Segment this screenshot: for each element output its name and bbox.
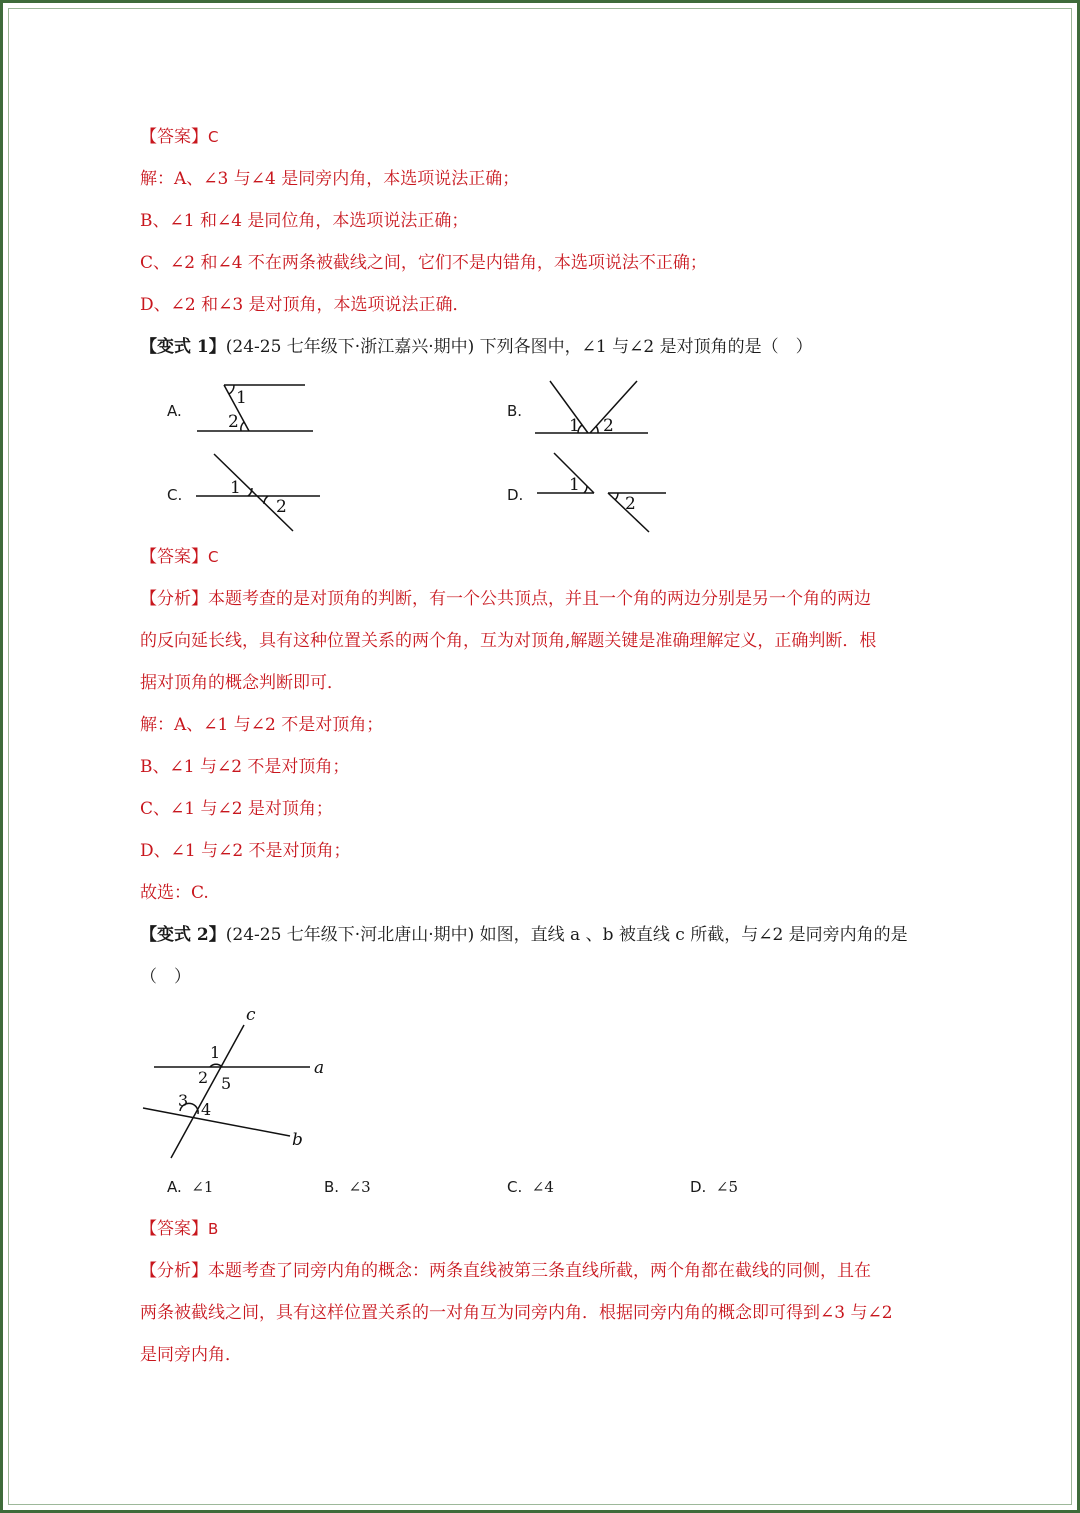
question-paren: （ ） (140, 967, 191, 987)
option-value: ∠4 (531, 1178, 554, 1196)
line (214, 454, 293, 531)
question-source: (24-25 七年级下·浙江嘉兴·期中) (225, 337, 475, 357)
question-source: (24-25 七年级下·河北唐山·期中) (225, 925, 475, 945)
option-value: ∠5 (715, 1178, 738, 1196)
answer-line (140, 125, 218, 149)
angle-label: 2 (228, 412, 239, 432)
analysis-line: 两条被截线之间，具有这样位置关系的一对角互为同旁内角．根据同旁内角的概念即可得到∠3 与∠2 (140, 1303, 893, 1323)
analysis-text: 本题考查的是对顶角的判断，有一个公共顶点，并且一个角的两边分别是另一个角的两边 (208, 589, 871, 609)
option-c-label: C. (167, 486, 183, 504)
solution-line: B、∠1 和∠4 是同位角，本选项说法正确； (140, 211, 469, 231)
option-value: ∠3 (348, 1178, 371, 1196)
figure-option-b (530, 375, 660, 440)
angle-arc (615, 493, 618, 500)
option-a-label: A. (167, 402, 182, 420)
answer-label: 【答案】 (140, 1219, 208, 1239)
option-value: ∠1 (191, 1178, 214, 1196)
question-1-title (140, 335, 813, 359)
answer-value: C (208, 548, 219, 566)
angle-label: 2 (603, 416, 614, 436)
option-letter: A. (167, 1178, 182, 1196)
solution-line: D、∠2 和∠3 是对顶角，本选项说法正确． (140, 295, 470, 315)
angle-label: 5 (221, 1074, 232, 1093)
answer-line (140, 545, 218, 569)
angle-arc (264, 496, 268, 504)
analysis-line: 的反向延长线，具有这种位置关系的两个角，互为对顶角,解题关键是准确理解定义，正确判断．根 (140, 631, 877, 651)
angle-label: 2 (198, 1068, 209, 1087)
line-b (143, 1108, 290, 1136)
figure-option-d (530, 450, 670, 535)
label-a: a (314, 1058, 325, 1078)
angle-label: 2 (276, 497, 287, 517)
solution-line: C、∠1 与∠2 是对顶角； (140, 799, 333, 819)
answer-label: 【答案】 (140, 547, 208, 567)
angle-label: 1 (236, 388, 247, 408)
option-c (507, 1178, 554, 1196)
answer-value: B (208, 1220, 219, 1238)
question-text: 如图，直线 a 、b 被直线 c 所截，与∠2 是同旁内角的是 (479, 925, 908, 945)
question-2-title (140, 923, 908, 947)
analysis-line (140, 1259, 871, 1283)
figure-option-c (190, 450, 330, 535)
angle-label: 1 (230, 478, 241, 498)
angle-arc (584, 486, 587, 493)
variant-label: 【变式 1】 (140, 337, 226, 357)
option-letter: C. (507, 1178, 523, 1196)
solution-line: 解：A、∠1 与∠2 不是对顶角； (140, 715, 384, 735)
figure-transversal (140, 1000, 340, 1165)
angle-arc (596, 426, 598, 433)
option-letter: D. (690, 1178, 707, 1196)
answer-line (140, 1217, 218, 1241)
angle-arc (229, 385, 234, 394)
analysis-label: 【分析】 (140, 589, 208, 609)
analysis-line: 据对顶角的概念判断即可． (140, 673, 344, 693)
analysis-text: 本题考查了同旁内角的概念：两条直线被第三条直线所截，两个角都在截线的同侧，且在 (208, 1261, 871, 1281)
option-b-label: B. (507, 402, 523, 420)
option-d-label: D. (507, 486, 524, 504)
variant-label: 【变式 2】 (140, 925, 226, 945)
question-text: 下列各图中，∠1 与∠2 是对顶角的是（ ） (479, 337, 813, 357)
solution-line: 故选：C. (140, 883, 209, 903)
solution-line: D、∠1 与∠2 不是对顶角； (140, 841, 351, 861)
analysis-line: 是同旁内角． (140, 1345, 242, 1365)
option-b (324, 1178, 371, 1196)
answer-value: C (208, 128, 219, 146)
option-a (167, 1178, 213, 1196)
answer-label: 【答案】 (140, 127, 208, 147)
label-c: c (246, 1005, 256, 1025)
option-d (690, 1178, 738, 1196)
angle-label: 1 (569, 475, 580, 495)
analysis-label: 【分析】 (140, 1261, 208, 1281)
solution-line: B、∠1 与∠2 不是对顶角； (140, 757, 350, 777)
figure-option-a (190, 375, 320, 440)
analysis-line (140, 587, 871, 611)
option-letter: B. (324, 1178, 340, 1196)
angle-label: 2 (625, 494, 636, 514)
label-b: b (292, 1130, 303, 1150)
angle-label: 1 (569, 416, 580, 436)
angle-label: 4 (201, 1100, 212, 1119)
angle-label: 1 (210, 1043, 221, 1062)
solution-line: 解：A、∠3 与∠4 是同旁内角，本选项说法正确； (140, 169, 520, 189)
angle-arc (241, 422, 244, 431)
solution-line: C、∠2 和∠4 不在两条被截线之间，它们不是内错角，本选项说法不正确； (140, 253, 707, 273)
angle-label: 3 (178, 1091, 189, 1110)
